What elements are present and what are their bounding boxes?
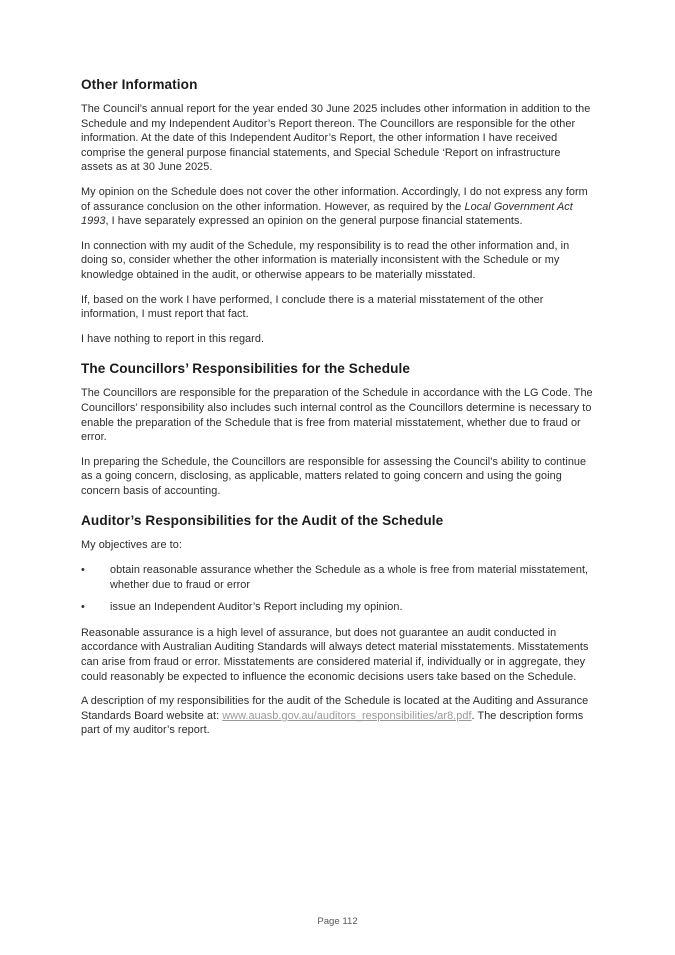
- section-heading-auditors-responsibilities: Auditor’s Responsibilities for the Audit of the Schedule: [81, 513, 444, 529]
- section-heading-other-information: Other Information: [81, 77, 198, 92]
- page-number: Page 112: [317, 916, 358, 927]
- bullet-text-issue-report: issue an Independent Auditor’s Report including my opinion.: [110, 601, 403, 614]
- paragraph-objectives-intro: My objectives are to:: [81, 539, 182, 552]
- list-item: [81, 563, 595, 592]
- objectives-bullet-list: [81, 563, 595, 615]
- list-item: [81, 600, 595, 615]
- paragraph-opinion-coverage: [81, 185, 595, 229]
- section-heading-councillors-responsibilities: The Councillors’ Responsibilities for the Schedule: [81, 361, 411, 377]
- document-content: [81, 76, 595, 748]
- paragraph-nothing-to-report: I have nothing to report in this regard.: [81, 332, 265, 345]
- bullet-text-reasonable-assurance: obtain reasonable assurance whether the Schedule as a whole is free from material misstatement, whether due to fraud or error: [110, 564, 589, 591]
- bullet-icon: •: [81, 564, 85, 577]
- paragraph-text: , I have separately expressed an opinion on the general purpose financial statements.: [105, 215, 523, 228]
- paragraph-text: . The description forms part of my auditor’s report.: [81, 709, 584, 737]
- auasb-website-link[interactable]: www.auasb.gov.au/auditors_responsibilities/ar8.pdf: [222, 709, 472, 722]
- paragraph-councillors-preparation: The Councillors are responsible for the preparation of the Schedule in accordance with the LG Code. The Councillors’ responsibility also includes such internal control as the Councillors determine is necessary to enable the preparation of the Schedule that is free from material misstatement, whether due to fraud or error.: [81, 387, 593, 444]
- act-reference-italic: Local Government Act 1993: [81, 200, 573, 228]
- paragraph-annual-report: The Council’s annual report for the year ended 30 June 2025 includes other information in addition to the Schedule and my Independent Auditor’s Report thereon. The Councillors are responsible for the other information. At the date of this Independent Auditor’s Report, the other information I have received comprise the general purpose financial statements, and Special Schedule ‘Report on infrastructure assets as at 30 June 2025.: [81, 103, 591, 174]
- paragraph-text: My opinion on the Schedule does not cover the other information. Accordingly, I do not express any form of assurance conclusion on the other information. However, as required by the: [81, 185, 588, 213]
- paragraph-responsibilities-description: [81, 694, 595, 738]
- bullet-icon: •: [81, 601, 85, 614]
- paragraph-reasonable-assurance: Reasonable assurance is a high level of assurance, but does not guarantee an audit conducted in accordance with Australian Auditing Standards will always detect material misstatements. Misstatements can arise from fraud or error. Misstatements are considered material if, individually or in aggregate, they could reasonably be expected to influence the economic decisions users take based on the Schedule.: [81, 626, 589, 683]
- paragraph-going-concern: In preparing the Schedule, the Councillors are responsible for assessing the Council’s ability to continue as a going concern, disclosing, as applicable, matters related to going concern and using the going concern basis of accounting.: [81, 455, 587, 497]
- paragraph-audit-connection: In connection with my audit of the Schedule, my responsibility is to read the other information and, in doing so, consider whether the other information is materially inconsistent with the Schedule or my knowledge obtained in the audit, or otherwise appears to be materially misstated.: [81, 239, 570, 281]
- paragraph-misstatement-report: If, based on the work I have performed, I conclude there is a material misstatement of the other information, I must report that fact.: [81, 293, 544, 321]
- paragraph-text: A description of my responsibilities for the audit of the Schedule is located at the Auditing and Assurance Standards Board website at:: [81, 695, 589, 722]
